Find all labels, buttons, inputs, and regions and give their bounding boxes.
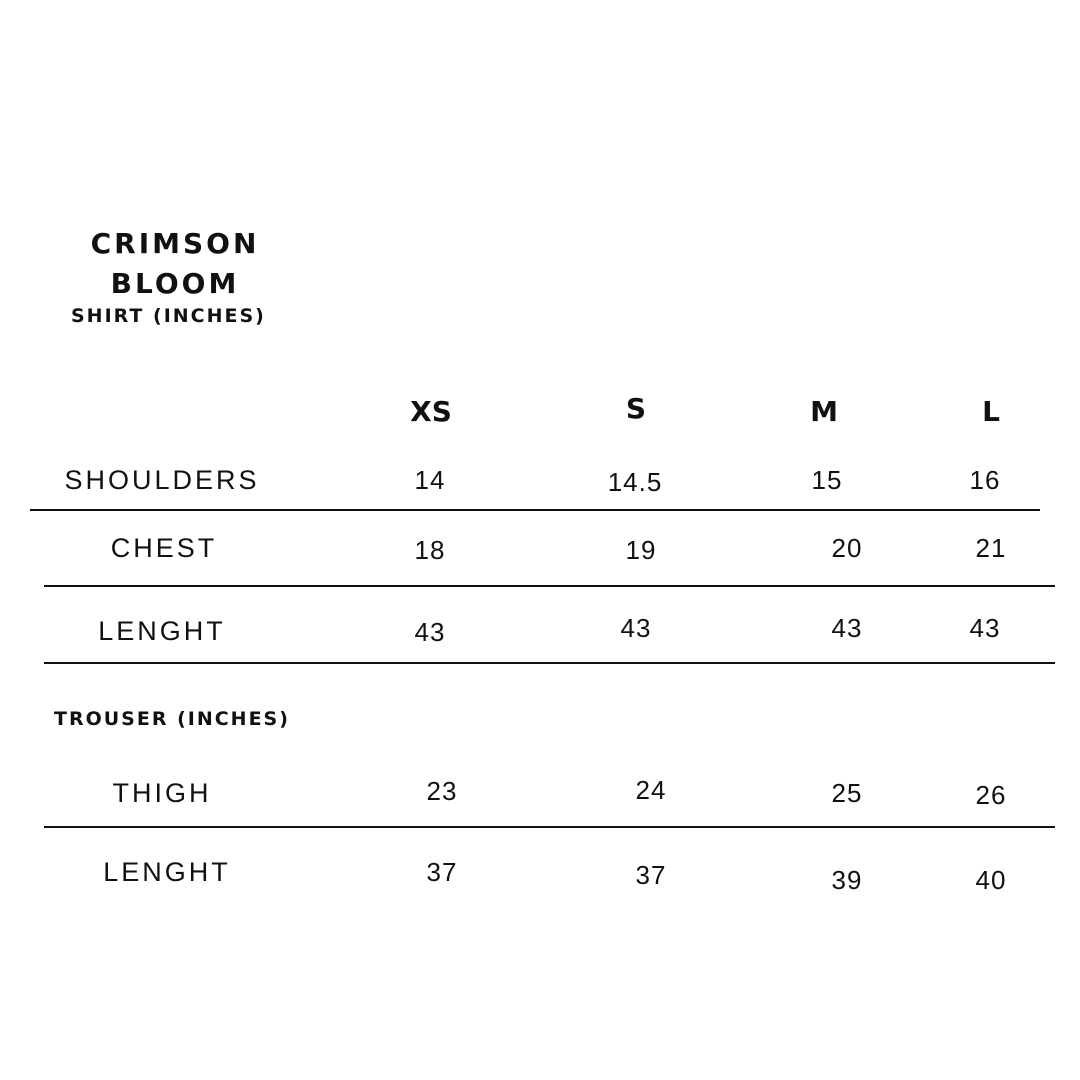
- shirt-section-label: SHIRT (INCHES): [71, 305, 266, 327]
- brand-name-line2: BLOOM: [110, 267, 240, 300]
- row-label-shoulders: SHOULDERS: [64, 465, 260, 495]
- size-header-l: L: [982, 395, 1000, 428]
- cell-shirt-length-l: 43: [969, 613, 1001, 643]
- cell-chest-xs: 18: [414, 535, 446, 565]
- row-divider: [44, 662, 1055, 664]
- size-header-xs: XS: [410, 395, 452, 428]
- row-divider: [44, 585, 1055, 587]
- cell-chest-l: 21: [975, 533, 1007, 563]
- cell-chest-s: 19: [625, 535, 657, 565]
- brand-name-line1: CRIMSON: [90, 227, 260, 260]
- cell-shoulders-s: 14.5: [607, 467, 663, 497]
- row-label-shirt-length: LENGHT: [98, 616, 226, 646]
- trouser-section-label: TROUSER (INCHES): [54, 708, 290, 730]
- row-divider: [30, 509, 1040, 511]
- cell-shirt-length-xs: 43: [414, 617, 446, 647]
- cell-thigh-xs: 23: [426, 776, 458, 806]
- cell-shoulders-xs: 14: [414, 465, 446, 495]
- cell-trouser-length-s: 37: [635, 860, 667, 890]
- size-header-m: M: [810, 395, 838, 428]
- cell-chest-m: 20: [831, 533, 863, 563]
- cell-trouser-length-xs: 37: [426, 857, 458, 887]
- row-divider: [44, 826, 1055, 828]
- size-header-s: S: [625, 392, 647, 425]
- cell-thigh-s: 24: [635, 775, 667, 805]
- cell-trouser-length-l: 40: [975, 865, 1007, 895]
- row-label-thigh: THIGH: [112, 778, 212, 808]
- row-label-trouser-length: LENGHT: [103, 857, 231, 887]
- cell-shoulders-m: 15: [811, 465, 843, 495]
- cell-thigh-m: 25: [831, 778, 863, 808]
- cell-thigh-l: 26: [975, 780, 1007, 810]
- cell-trouser-length-m: 39: [831, 865, 863, 895]
- cell-shirt-length-m: 43: [831, 613, 863, 643]
- cell-shirt-length-s: 43: [620, 613, 652, 643]
- cell-shoulders-l: 16: [969, 465, 1001, 495]
- row-label-chest: CHEST: [110, 533, 218, 563]
